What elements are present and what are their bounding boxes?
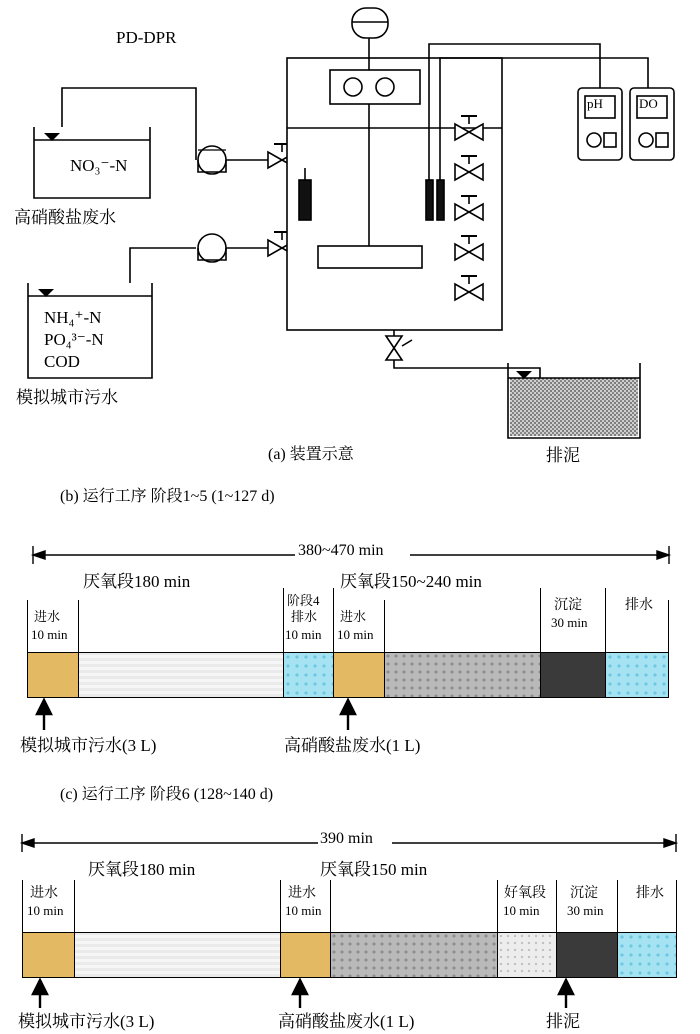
timeline-b-tick-2 — [78, 600, 79, 652]
timeline-b-feed2-sub: 10 min — [337, 627, 374, 642]
timeline-c-panel — [0, 786, 700, 1034]
sewage-line-1: NH₄⁺-N — [44, 308, 102, 327]
sewage-line-3: COD — [44, 352, 80, 371]
timeline-b-feed1-label: 进水 — [34, 609, 61, 624]
timeline-b-segment-anaerobic — [78, 652, 284, 698]
do-meter-label: DO — [639, 96, 658, 111]
timeline-c-feed1-sub: 10 min — [27, 903, 64, 918]
timeline-c-tick-5 — [497, 880, 498, 932]
timeline-c-draw-label: 排水 — [636, 886, 664, 901]
timeline-b-total-label: 380~470 min — [298, 542, 384, 559]
timeline-b-bottom-label-mid: 高硝酸盐废水(1 L) — [284, 736, 421, 755]
timeline-c-segment-draw — [617, 932, 677, 978]
schematic-panel — [0, 0, 700, 470]
timeline-b-tick-6 — [540, 588, 541, 652]
timeline-b-stage4-line1: 阶段4 — [287, 593, 320, 608]
timeline-c-tick-3 — [280, 880, 281, 932]
timeline-b-stage4-line2: 排水 — [291, 609, 318, 624]
timeline-b-segment-draw-stage4 — [283, 652, 334, 698]
timeline-b-bottom-label-left: 模拟城市污水(3 L) — [20, 736, 157, 755]
timeline-c-tick-2 — [74, 880, 75, 932]
timeline-c-segment-anoxic — [330, 932, 498, 978]
timeline-c-anoxic-label: 厌氧段150 min — [320, 860, 428, 879]
caption-a: (a) 装置示意 — [268, 446, 354, 463]
timeline-b-anoxic-label: 厌氧段150~240 min — [340, 572, 482, 591]
timeline-b-tick-5 — [384, 600, 385, 652]
sewage-tank-caption: 模拟城市污水 — [16, 388, 118, 407]
timeline-b-tick-3 — [283, 588, 284, 652]
timeline-c-feed2-label: 进水 — [288, 886, 316, 901]
sewage-line-2: PO₄³⁻-N — [44, 330, 104, 349]
timeline-b-anaerobic-label: 厌氧段180 min — [83, 572, 191, 591]
timeline-c-bottom-label-right: 排泥 — [546, 1012, 580, 1031]
timeline-c-segment-feed2 — [280, 932, 331, 978]
timeline-b-tick-8 — [668, 600, 669, 652]
timeline-b-settle-label: 沉淀 — [554, 598, 582, 613]
timeline-b-panel — [0, 488, 700, 758]
timeline-c-feed1-label: 进水 — [30, 886, 58, 901]
timeline-c-segment-feed1 — [22, 932, 75, 978]
timeline-b-feed1-sub: 10 min — [31, 627, 68, 642]
timeline-c-tick-7 — [617, 880, 618, 932]
timeline-c-anaerobic-label: 厌氧段180 min — [88, 860, 196, 879]
timeline-b-segment-settle — [540, 652, 606, 698]
timeline-c-tick-8 — [676, 880, 677, 932]
timeline-c-bottom-label-mid: 高硝酸盐废水(1 L) — [278, 1012, 415, 1031]
timeline-b-segment-anoxic — [384, 652, 541, 698]
caption-b: (b) 运行工序 阶段1~5 (1~127 d) — [60, 488, 275, 505]
timeline-c-tick-1 — [22, 880, 23, 932]
timeline-c-settle-sub: 30 min — [567, 903, 604, 918]
reactor-title: PD-DPR — [116, 28, 177, 47]
sludge-caption: 排泥 — [546, 446, 580, 465]
timeline-c-tick-4 — [330, 880, 331, 932]
timeline-c-aerobic-sub: 10 min — [503, 903, 540, 918]
timeline-b-segment-feed2 — [333, 652, 385, 698]
timeline-b-tick-1 — [27, 600, 28, 652]
timeline-c-bottom-label-left: 模拟城市污水(3 L) — [18, 1012, 155, 1031]
timeline-b-settle-sub: 30 min — [551, 615, 588, 630]
timeline-c-segment-anaerobic — [74, 932, 281, 978]
timeline-b-stage4-sub: 10 min — [285, 627, 322, 642]
caption-c: (c) 运行工序 阶段6 (128~140 d) — [60, 786, 274, 803]
timeline-c-settle-label: 沉淀 — [570, 886, 598, 901]
timeline-c-tick-6 — [556, 880, 557, 932]
timeline-b-segment-draw — [605, 652, 669, 698]
timeline-c-total-label: 390 min — [320, 830, 373, 847]
timeline-c-segment-aerobic — [497, 932, 557, 978]
timeline-b-tick-4 — [333, 588, 334, 652]
timeline-c-segment-settle — [556, 932, 618, 978]
timeline-b-draw-label: 排水 — [625, 598, 653, 613]
ph-meter-label: pH — [587, 96, 603, 111]
timeline-c-feed2-sub: 10 min — [285, 903, 322, 918]
timeline-b-feed2-label: 进水 — [340, 609, 367, 624]
nitrate-tank-label: NO₃⁻-N — [70, 156, 128, 175]
nitrate-tank-caption: 高硝酸盐废水 — [14, 208, 116, 227]
timeline-b-tick-7 — [605, 588, 606, 652]
timeline-c-aerobic-label: 好氧段 — [504, 886, 546, 901]
timeline-b-segment-feed1 — [27, 652, 79, 698]
